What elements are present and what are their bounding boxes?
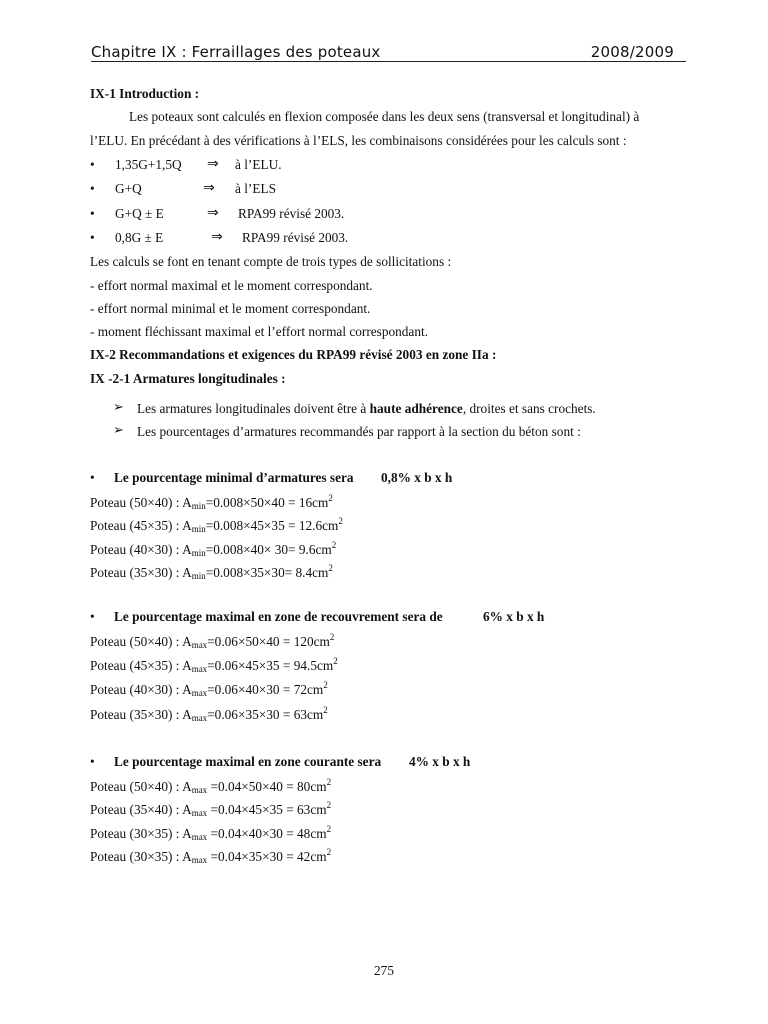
equation-row: Poteau (40×30) : $A_{min}=0.008\times 40\times 30= 9.6cm^2$ <box>90 540 337 558</box>
implies-icon: ⇒ <box>207 156 219 172</box>
page-header <box>91 41 686 62</box>
calc-intro: Les calculs se font en tenant compte de trois types de sollicitations : <box>90 254 452 269</box>
equation-row: Poteau (45×35) : $A_{min}=0.008\times 45\times 35 = 12.6cm^2$ <box>90 516 343 534</box>
arrowhead-bullet-icon: ➢ <box>113 400 124 415</box>
case-item: - moment fléchissant maximal et l’effort normal correspondant. <box>90 324 428 339</box>
implies-icon: ⇒ <box>207 205 219 221</box>
section-value: 6% x b x h <box>483 609 545 624</box>
intro-paragraph-line-1: Les poteaux sont calculés en flexion composée dans les deux sens (transversal et longitudinal) à <box>129 109 640 124</box>
implies-icon: ⇒ <box>203 180 215 196</box>
case-item: - effort normal maximal et le moment correspondant. <box>90 278 373 293</box>
equation-row: Poteau (50×40) : $A_{min}=0.008\times 50\times 40 = 16cm^2$ <box>90 493 333 511</box>
equation-row: Poteau (50×40) : $A_{max}=0.06\times 50\times 40 = 120cm^2$ <box>90 632 335 650</box>
section-value: 0,8% x b x h <box>381 470 453 485</box>
section-value: 4% x b x h <box>409 754 471 769</box>
equation-row: Poteau (35×30) : $A_{min}=0.008\times 35\times 30= 8.4cm^2$ <box>90 563 333 581</box>
academic-year: 2008/2009 <box>590 43 674 61</box>
page-number: 275 <box>374 963 394 978</box>
rpa-subheading: IX -2-1 Armatures longitudinales : <box>90 371 286 386</box>
equation-row: Poteau (45×35) : $A_{max}=0.06\times 45\times 35 = 94.5cm^2$ <box>90 656 338 674</box>
equation-row: Poteau (30×35) : $A_{max} =0.04\times 40\times 30 = 48cm^2$ <box>90 824 332 842</box>
implies-icon: ⇒ <box>211 229 223 245</box>
case-item: - effort normal minimal et le moment correspondant. <box>90 301 371 316</box>
arrowhead-bullet-icon: ➢ <box>113 423 124 438</box>
rpa-heading: IX-2 Recommandations et exigences du RPA99 révisé 2003 en zone IIa : <box>90 347 497 362</box>
equation-row: Poteau (30×35) : $A_{max} =0.04\times 35\times 30 = 42cm^2$ <box>90 847 332 865</box>
equation-row: Poteau (40×30) : $A_{max}=0.06\times 40\times 30 = 72cm^2$ <box>90 680 328 698</box>
equation-row: Poteau (35×30) : $A_{max}=0.06\times 35\times 30 = 63cm^2$ <box>90 705 328 723</box>
chapter-title: Chapitre IX : Ferraillages des poteaux <box>91 43 381 61</box>
intro-paragraph-line-2: l’ELU. En précédant à des vérifications à l’ELS, les combinaisons considérées pour les calculs sont : <box>90 133 627 148</box>
intro-heading: IX-1 Introduction : <box>90 86 200 101</box>
equation-row: Poteau (35×40) : $A_{max} =0.04\times 45\times 35 = 63cm^2$ <box>90 800 332 818</box>
equation-row: Poteau (50×40) : $A_{max} =0.04\times 50\times 40 = 80cm^2$ <box>90 777 332 795</box>
